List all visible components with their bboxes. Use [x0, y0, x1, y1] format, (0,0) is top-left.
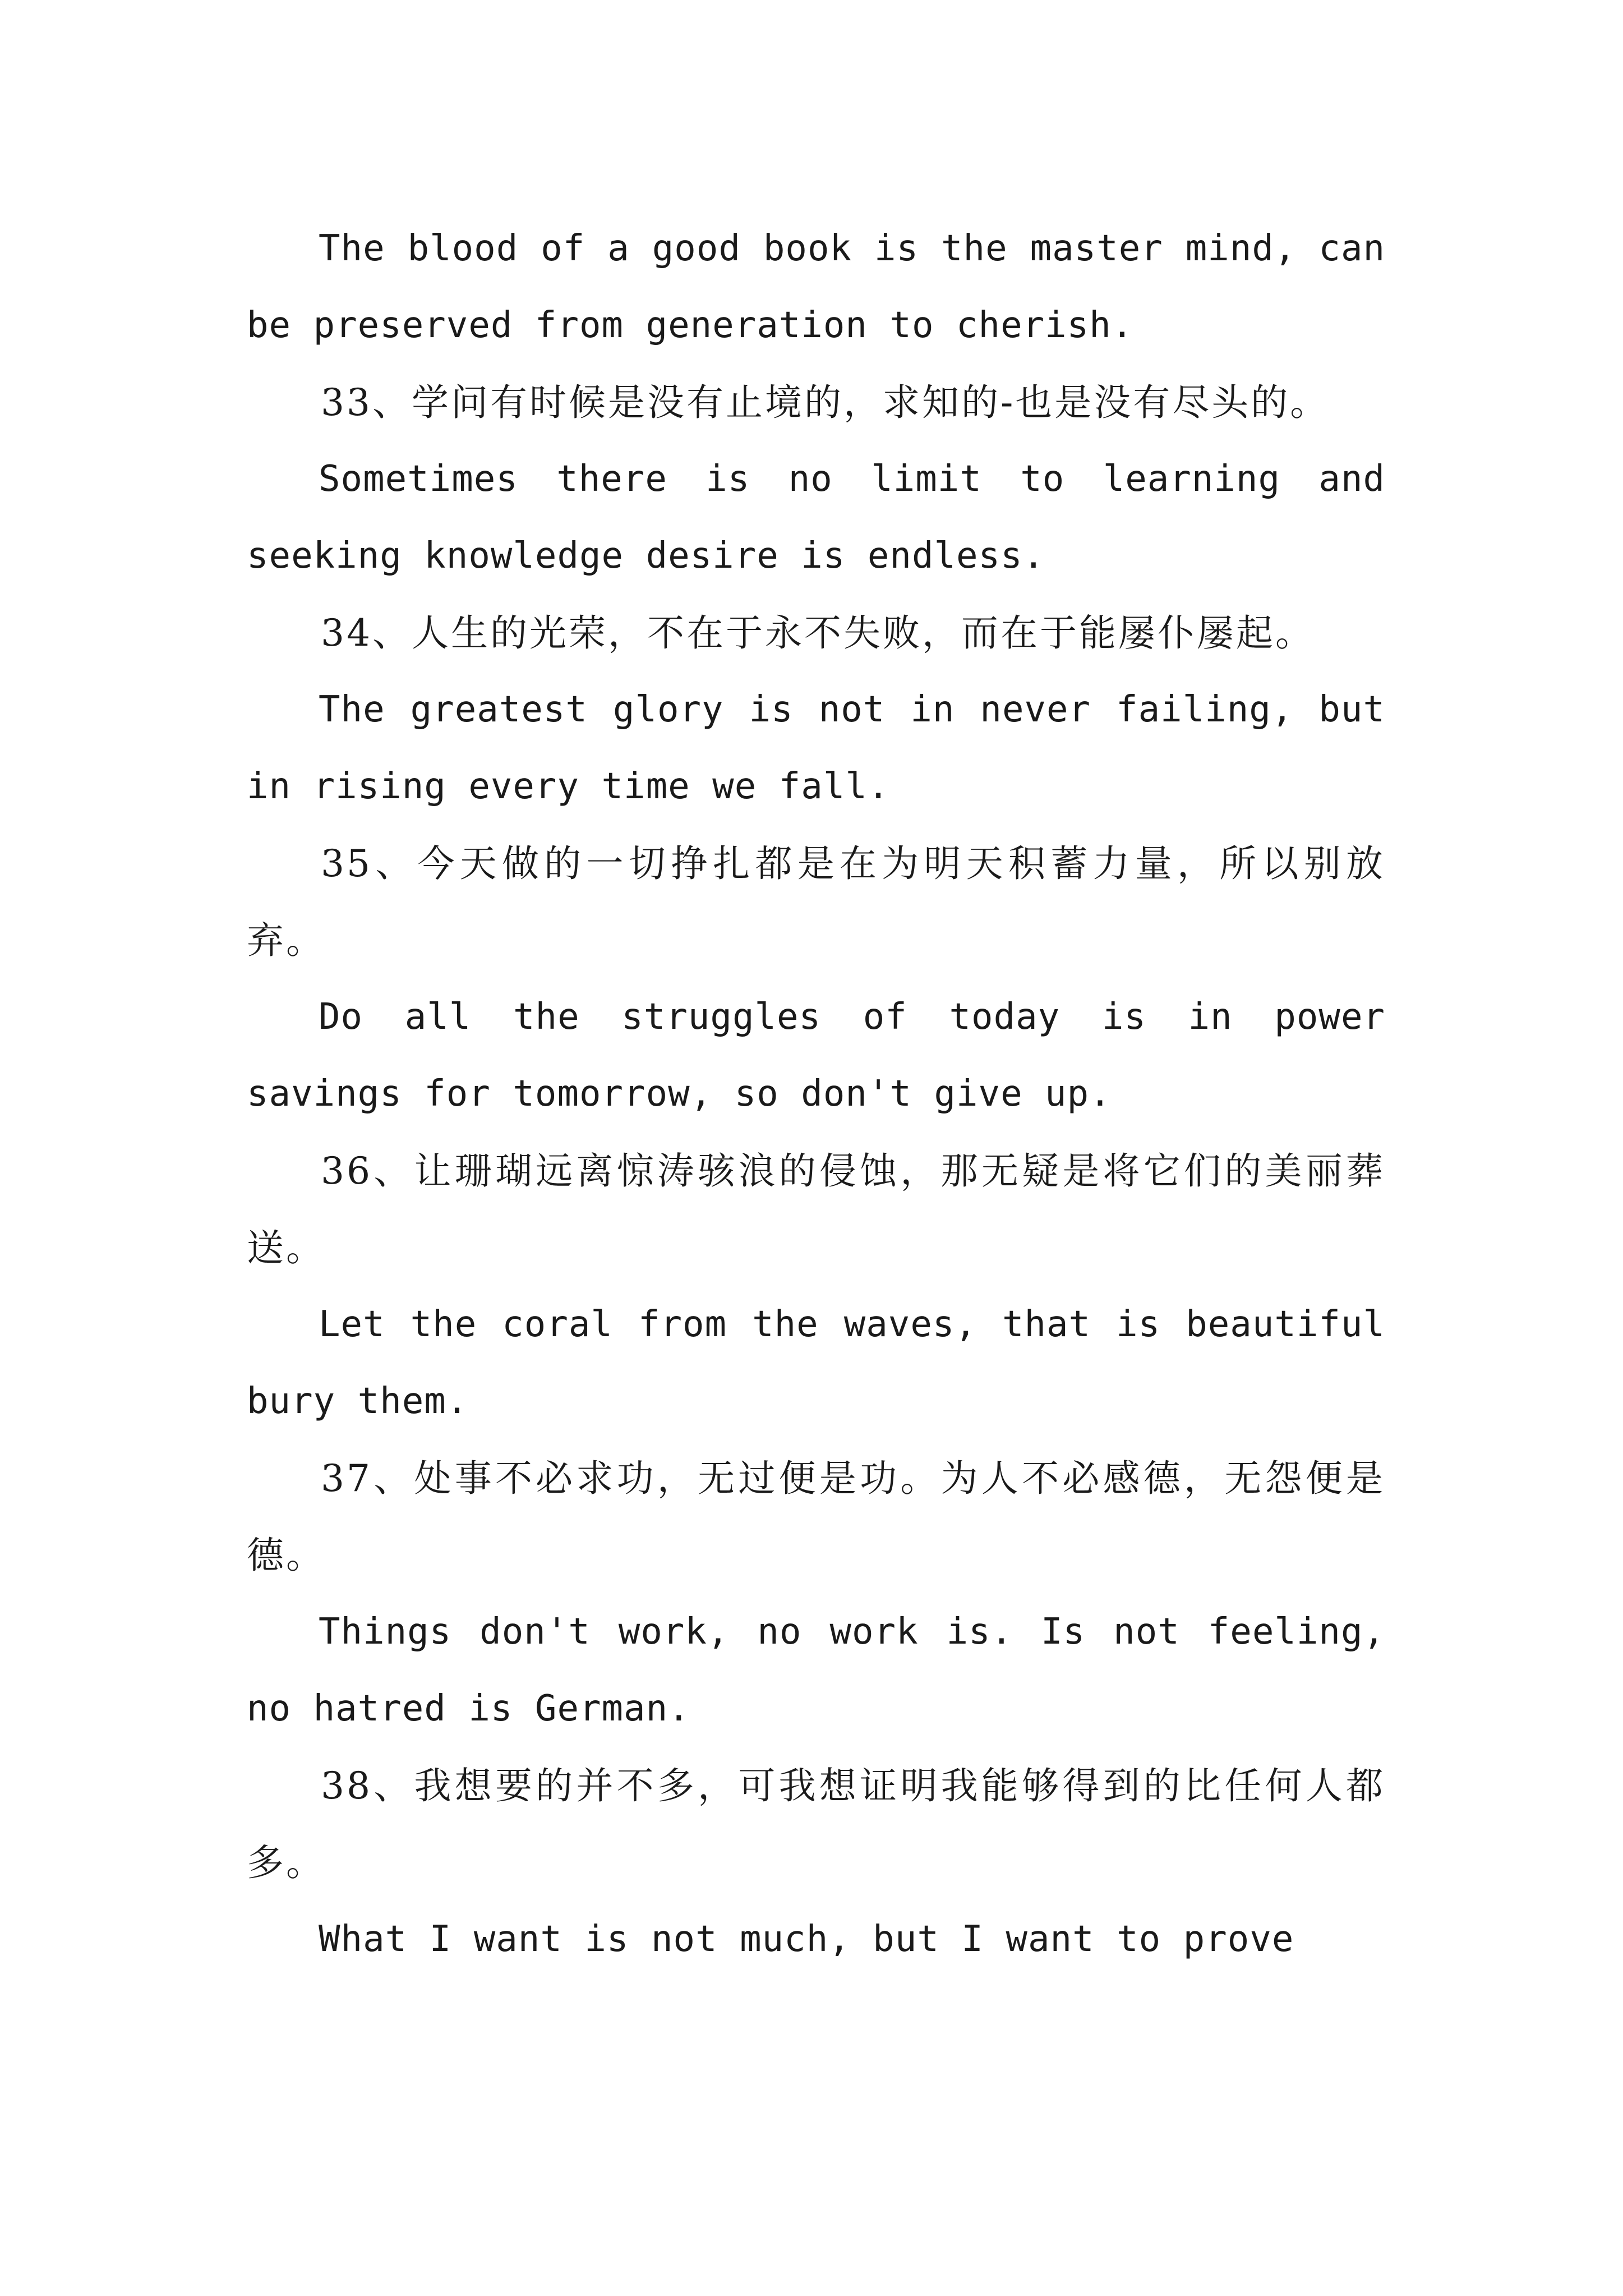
paragraph-chinese: 34、人生的光荣，不在于永不失败，而在于能屡仆屡起。 — [321, 611, 1315, 655]
document-body — [247, 210, 1385, 1978]
paragraph-chinese: 37、处事不必求功，无过便是功。为人不必感德，无怨便是德。 — [247, 1457, 1385, 1577]
paragraph-english: Do all the struggles of today is in power savings for tomorrow, so don't give up. — [247, 996, 1385, 1115]
paragraph-english: Things don't work, no work is. Is not feeling, no hatred is German. — [247, 1611, 1385, 1729]
paragraph-english: The blood of a good book is the master mind, can be preserved from generation to cherish. — [247, 228, 1385, 346]
paragraph-english: Sometimes there is no limit to learning and seeking knowledge desire is endless. — [247, 458, 1385, 577]
paragraph-chinese: 38、我想要的并不多，可我想证明我能够得到的比任何人都多。 — [247, 1764, 1385, 1884]
paragraph-chinese: 35、今天做的一切挣扎都是在为明天积蓄力量，所以别放弃。 — [247, 842, 1385, 962]
paragraph-english: The greatest glory is not in never failing, but in rising every time we fall. — [247, 689, 1385, 807]
paragraph-chinese: 33、学问有时候是没有止境的，求知的-也是没有尽头的。 — [321, 381, 1330, 424]
paragraph-english: Let the coral from the waves, that is beautiful bury them. — [247, 1304, 1385, 1422]
paragraph-chinese: 36、让珊瑚远离惊涛骇浪的侵蚀，那无疑是将它们的美丽葬送。 — [247, 1149, 1385, 1269]
paragraph-english: What I want is not much, but I want to prove — [319, 1918, 1294, 1960]
